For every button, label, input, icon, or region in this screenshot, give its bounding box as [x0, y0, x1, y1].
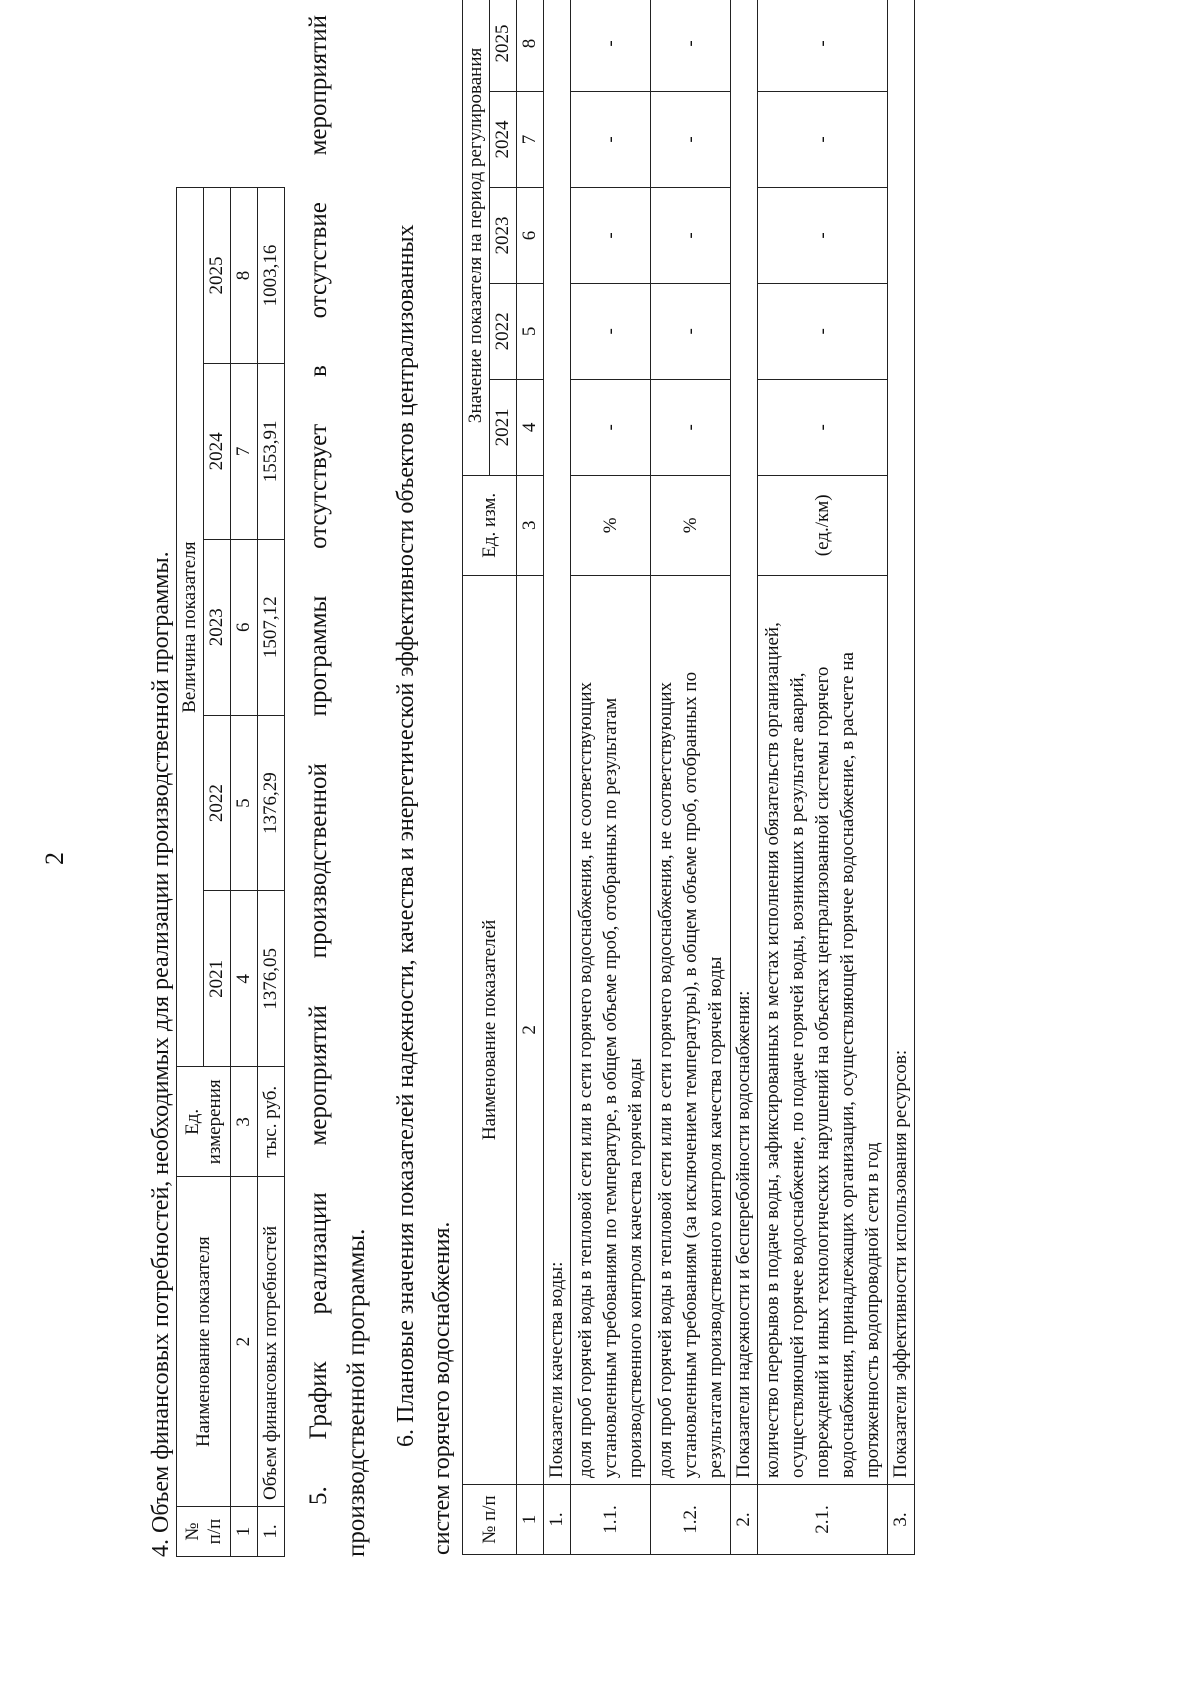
section-5-paragraph — [300, 15, 376, 1557]
section-title: Показатели эффективности использования ресурсов: — [888, 0, 915, 1485]
col-header-year: 2021 — [204, 891, 231, 1067]
index-cell: 5 — [517, 283, 544, 379]
word: производственной — [305, 763, 332, 959]
row-value: - — [651, 283, 731, 379]
index-cell: 5 — [231, 715, 258, 891]
col-header-name: Наименование показателей — [463, 575, 517, 1484]
row-value: 1376,05 — [258, 891, 285, 1067]
section-4-heading: 4. Объем финансовых потребностей, необходимых для реализации производственной программы. — [148, 551, 174, 1557]
row-name: Объем финансовых потребностей — [258, 1177, 285, 1507]
index-cell: 7 — [231, 363, 258, 539]
index-cell: 7 — [517, 92, 544, 188]
index-cell: 3 — [231, 1067, 258, 1177]
col-header-year: 2023 — [204, 539, 231, 715]
col-header-group: Величина показателя — [177, 188, 204, 1067]
section-6-heading-line-1: 6. Плановые значения показателей надежности, качества и энергетической эффективности объектов централизованных — [393, 224, 419, 1447]
row-value: - — [571, 0, 651, 92]
table-row — [758, 0, 888, 1555]
row-name: количество перерывов в подаче воды, зафиксированных в местах исполнения обязательств организацией, осуществляющей горячее водоснабжение, по подаче горячей воды, возникших в результате аварий, повреждений и иных технологических нарушений на объектах централизованной системы горячего водоснабжения, принадлежащих организации, осуществляющей горячее водоснабжение, в расчете на протяженность водопроводной сети в год — [758, 575, 888, 1484]
row-num: 1. — [258, 1507, 285, 1557]
col-header-year: 2024 — [204, 363, 231, 539]
table-section-row — [544, 0, 571, 1555]
section-6-heading — [388, 0, 460, 1555]
word: отсутствие — [305, 202, 332, 319]
table-section-row — [888, 0, 915, 1555]
index-cell: 6 — [517, 187, 544, 283]
table-header-row — [463, 0, 490, 1555]
page-number: 2 — [40, 852, 69, 865]
section-title: Показатели качества воды: — [544, 0, 571, 1485]
row-value: - — [651, 187, 731, 283]
table-row — [258, 188, 285, 1557]
word: График — [305, 1361, 332, 1440]
word: программы — [305, 595, 332, 717]
row-num: 2. — [731, 1485, 758, 1555]
section-5-line-2: производственной программы. — [343, 1228, 370, 1557]
index-cell: 1 — [517, 1485, 544, 1555]
indicators-table — [462, 0, 915, 1555]
col-header-year: 2022 — [204, 715, 231, 891]
row-num: 2.1. — [758, 1485, 888, 1555]
row-value: - — [651, 92, 731, 188]
row-num: 1.1. — [571, 1485, 651, 1555]
row-value: - — [651, 0, 731, 92]
row-value: - — [758, 92, 888, 188]
col-header-name: Наименование показателя — [177, 1177, 231, 1507]
row-num: 1.2. — [651, 1485, 731, 1555]
index-cell: 8 — [517, 0, 544, 92]
row-num: 3. — [888, 1485, 915, 1555]
col-header-group: Значение показателя на период регулирования — [463, 0, 490, 475]
row-value: - — [758, 0, 888, 92]
section-6-heading-line-2: систем горячего водоснабжения. — [429, 1221, 455, 1555]
word: отсутствует — [305, 423, 332, 549]
financial-needs-table — [176, 187, 285, 1557]
row-value: 1553,91 — [258, 363, 285, 539]
col-header-year: 2024 — [490, 92, 517, 188]
table-section-row — [731, 0, 758, 1555]
col-header-num: № п/п — [463, 1485, 517, 1555]
row-unit: % — [571, 475, 651, 575]
row-value: - — [651, 379, 731, 475]
row-name: доля проб горячей воды в тепловой сети или в сети горячего водоснабжения, не соответствующих установленным требованиям по температуре, в общем объеме проб, отобранных по результатам производственного контроля качества горячей воды — [571, 575, 651, 1484]
row-value: - — [571, 92, 651, 188]
row-unit: тыс. руб. — [258, 1067, 285, 1177]
index-cell: 2 — [517, 575, 544, 1484]
index-cell: 6 — [231, 539, 258, 715]
row-num: 1. — [544, 1485, 571, 1555]
row-value: - — [571, 283, 651, 379]
row-value: - — [571, 379, 651, 475]
index-cell: 2 — [231, 1177, 258, 1507]
row-unit: (ед./км) — [758, 475, 888, 575]
table-index-row — [517, 0, 544, 1555]
word: 5. — [305, 1486, 332, 1505]
row-value: 1003,16 — [258, 188, 285, 364]
table-index-row — [231, 188, 258, 1557]
row-name: доля проб горячей воды в тепловой сети или в сети горячего водоснабжения, не соответствующих установленным требованиям (за исключением температуры), в общем объеме проб, отобранных по результатам производственного контроля качества горячей воды — [651, 575, 731, 1484]
col-header-unit: Ед. измерения — [177, 1067, 231, 1177]
row-unit: % — [651, 475, 731, 575]
col-header-year: 2023 — [490, 187, 517, 283]
col-header-unit: Ед. изм. — [463, 475, 517, 575]
word: в — [305, 365, 332, 377]
row-value: 1507,12 — [258, 539, 285, 715]
col-header-year: 2025 — [490, 0, 517, 92]
index-cell: 4 — [517, 379, 544, 475]
row-value: - — [758, 187, 888, 283]
word: мероприятий — [305, 1005, 332, 1146]
index-cell: 4 — [231, 891, 258, 1067]
word: реализации — [305, 1192, 332, 1315]
word: мероприятий — [305, 15, 332, 156]
table-row — [651, 0, 731, 1555]
row-value: - — [758, 379, 888, 475]
col-header-year: 2025 — [204, 188, 231, 364]
section-5-line-1 — [300, 15, 338, 1505]
index-cell: 3 — [517, 475, 544, 575]
row-value: - — [758, 283, 888, 379]
col-header-year: 2021 — [490, 379, 517, 475]
section-title: Показатели надежности и бесперебойности водоснабжения: — [731, 0, 758, 1485]
index-cell: 1 — [231, 1507, 258, 1557]
index-cell: 8 — [231, 188, 258, 364]
table-row — [571, 0, 651, 1555]
col-header-year: 2022 — [490, 283, 517, 379]
table-header-row — [177, 188, 204, 1557]
row-value: - — [571, 187, 651, 283]
col-header-num: № п/п — [177, 1507, 231, 1557]
row-value: 1376,29 — [258, 715, 285, 891]
